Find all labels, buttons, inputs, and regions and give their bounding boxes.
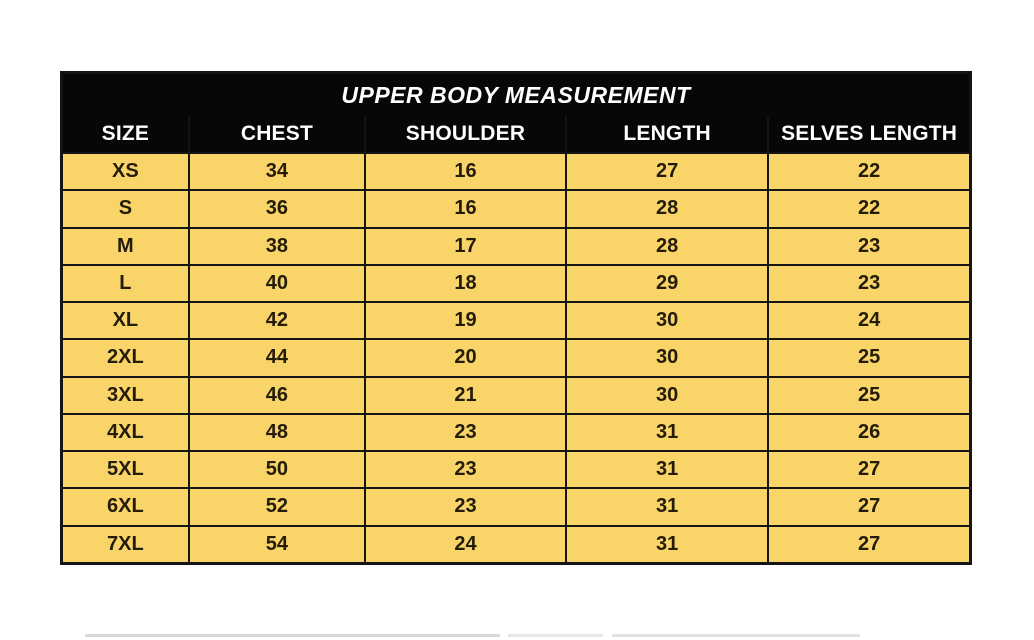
cell-selves-length: 27 <box>768 451 970 488</box>
cell-chest: 38 <box>189 228 365 265</box>
table-row <box>62 190 971 227</box>
cell-size: 5XL <box>62 451 189 488</box>
cell-selves-length: 25 <box>768 377 970 414</box>
cell-selves-length: 24 <box>768 302 970 339</box>
size-chart <box>60 71 972 565</box>
column-header-shoulder: SHOULDER <box>365 116 566 153</box>
column-header-row <box>62 116 971 153</box>
cell-selves-length: 23 <box>768 265 970 302</box>
table-row <box>62 451 971 488</box>
cell-chest: 44 <box>189 339 365 376</box>
table-row <box>62 526 971 564</box>
cell-chest: 50 <box>189 451 365 488</box>
cell-size: 6XL <box>62 488 189 525</box>
cell-selves-length: 26 <box>768 414 970 451</box>
cell-length: 27 <box>566 153 768 190</box>
cropped-table-remnant <box>508 634 603 637</box>
table-row <box>62 228 971 265</box>
cell-size: 7XL <box>62 526 189 564</box>
cell-chest: 34 <box>189 153 365 190</box>
cropped-table-remnant <box>85 634 500 637</box>
cell-shoulder: 21 <box>365 377 566 414</box>
cell-shoulder: 16 <box>365 190 566 227</box>
cell-chest: 42 <box>189 302 365 339</box>
table-row <box>62 488 971 525</box>
column-header-chest: CHEST <box>189 116 365 153</box>
table-row <box>62 414 971 451</box>
cell-length: 30 <box>566 339 768 376</box>
table-body <box>62 153 971 564</box>
cell-length: 29 <box>566 265 768 302</box>
cell-size: 3XL <box>62 377 189 414</box>
cell-shoulder: 20 <box>365 339 566 376</box>
table-row <box>62 265 971 302</box>
cell-chest: 40 <box>189 265 365 302</box>
cell-length: 28 <box>566 190 768 227</box>
cell-selves-length: 22 <box>768 153 970 190</box>
cell-selves-length: 22 <box>768 190 970 227</box>
cell-size: 2XL <box>62 339 189 376</box>
cell-size: 4XL <box>62 414 189 451</box>
column-header-selves-length: SELVES LENGTH <box>768 116 970 153</box>
cell-size: XS <box>62 153 189 190</box>
cell-shoulder: 19 <box>365 302 566 339</box>
cell-chest: 52 <box>189 488 365 525</box>
cell-shoulder: 17 <box>365 228 566 265</box>
cell-length: 30 <box>566 377 768 414</box>
table-row <box>62 377 971 414</box>
column-header-length: LENGTH <box>566 116 768 153</box>
table-row <box>62 302 971 339</box>
cell-shoulder: 23 <box>365 451 566 488</box>
cell-selves-length: 27 <box>768 526 970 564</box>
cell-length: 31 <box>566 451 768 488</box>
column-header-size: SIZE <box>62 116 189 153</box>
size-chart-table <box>60 71 972 565</box>
cell-selves-length: 25 <box>768 339 970 376</box>
cell-shoulder: 23 <box>365 414 566 451</box>
cell-length: 31 <box>566 488 768 525</box>
cell-chest: 48 <box>189 414 365 451</box>
cell-shoulder: 23 <box>365 488 566 525</box>
cell-length: 31 <box>566 414 768 451</box>
cell-length: 28 <box>566 228 768 265</box>
cell-chest: 46 <box>189 377 365 414</box>
table-row <box>62 339 971 376</box>
cell-size: XL <box>62 302 189 339</box>
cell-size: M <box>62 228 189 265</box>
cell-length: 30 <box>566 302 768 339</box>
table-title-row <box>62 73 971 117</box>
cell-size: L <box>62 265 189 302</box>
table-title: UPPER BODY MEASUREMENT <box>62 73 971 117</box>
cell-shoulder: 16 <box>365 153 566 190</box>
cell-shoulder: 18 <box>365 265 566 302</box>
cell-chest: 54 <box>189 526 365 564</box>
cell-length: 31 <box>566 526 768 564</box>
cell-selves-length: 27 <box>768 488 970 525</box>
table-row <box>62 153 971 190</box>
cell-selves-length: 23 <box>768 228 970 265</box>
cell-chest: 36 <box>189 190 365 227</box>
cropped-table-remnant <box>612 634 860 637</box>
cell-size: S <box>62 190 189 227</box>
cell-shoulder: 24 <box>365 526 566 564</box>
